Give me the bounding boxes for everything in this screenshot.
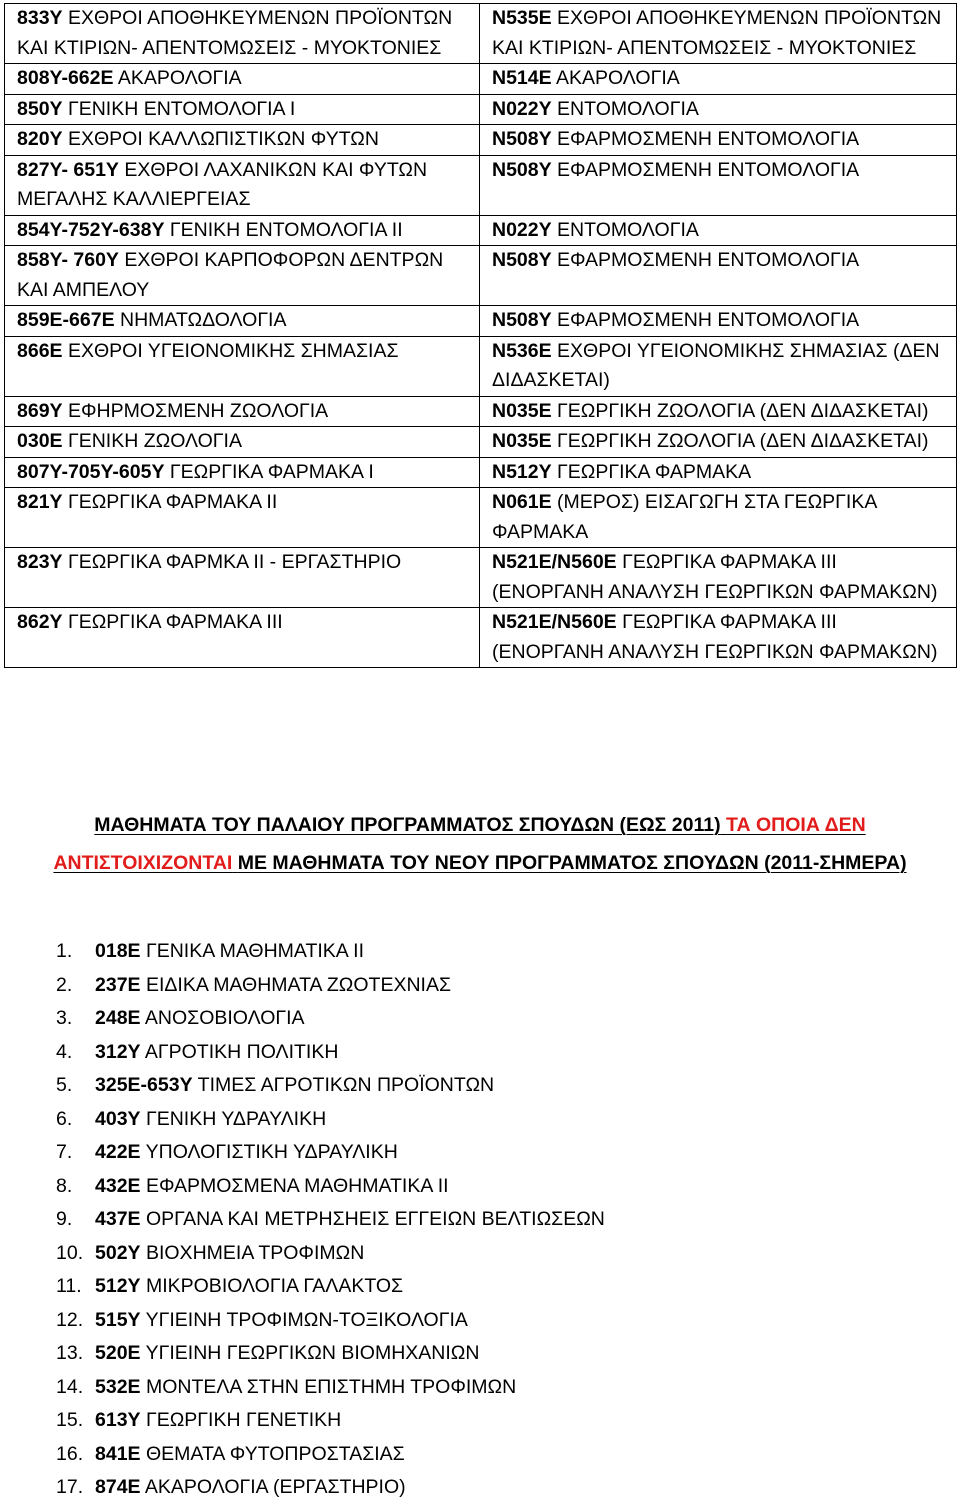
new-course-cell	[480, 548, 957, 608]
list-item	[0, 1404, 605, 1438]
list-item-number: 17.	[56, 1476, 84, 1498]
new-course-code: Ν508Υ	[492, 128, 552, 150]
new-course-title: ΕΦΑΡΜΟΣΜΕΝΗ ΕΝΤΟΜΟΛΟΓΙΑ	[557, 309, 860, 331]
list-item-title: ΑΚΑΡΟΛΟΓΙΑ (ΕΡΓΑΣΤΗΡΙΟ)	[144, 1476, 406, 1498]
old-course-cell	[5, 125, 480, 156]
new-course-title: ΕΧΘΡΟΙ ΥΓΕΙΟΝΟΜΙΚΗΣ ΣΗΜΑΣΙΑΣ (ΔΕΝ ΔΙΔΑΣΚΕΤΑΙ)	[492, 339, 940, 391]
table-row	[5, 155, 957, 215]
new-course-title: ΓΕΩΡΓΙΚΑ ΦΑΡΜΑΚΑ ΙΙΙ (ΕΝΟΡΓΑΝΗ ΑΝΑΛΥΣΗ ΓΕΩΡΓΙΚΩΝ ΦΑΡΜΑΚΩΝ)	[492, 611, 938, 663]
old-course-cell	[5, 457, 480, 488]
old-course-code: 854Υ-752Υ-638Υ	[17, 218, 165, 241]
new-course-cell	[480, 246, 957, 306]
old-course-title: ΕΧΘΡΟΙ ΛΑΧΑΝΙΚΩΝ ΚΑΙ ΦΥΤΩΝ ΜΕΓΑΛΗΣ ΚΑΛΛΙΕΡΓΕΙΑΣ	[17, 158, 428, 210]
new-course-code: Ν022Υ	[492, 218, 552, 241]
old-course-code: 827Υ- 651Υ	[17, 158, 119, 181]
old-course-cell	[5, 64, 480, 95]
old-course-code: 807Υ-705Υ-605Υ	[17, 460, 165, 483]
list-item-code: 841Ε	[95, 1442, 141, 1465]
list-item	[0, 1103, 605, 1137]
old-course-title: ΓΕΩΡΓΙΚΑ ΦΑΡΜΑΚΑ Ι	[169, 460, 374, 483]
new-course-code: Ν508Υ	[492, 158, 552, 181]
list-item-number: 6.	[56, 1107, 73, 1130]
list-item-number: 3.	[56, 1007, 73, 1029]
old-course-cell	[5, 4, 480, 64]
list-item-title: ΑΓΡΟΤΙΚΗ ΠΟΛΙΤΙΚΗ	[144, 1040, 339, 1063]
list-item-title: ΥΠΟΛΟΓΙΣΤΙΚΗ ΥΔΡΑΥΛΙΚΗ	[145, 1141, 398, 1163]
old-course-title: ΓΕΝΙΚΗ ΖΩΟΛΟΓΙΑ	[67, 430, 242, 452]
old-course-code: 866Ε	[17, 339, 63, 362]
list-item-number: 12.	[56, 1308, 84, 1331]
old-course-cell	[5, 215, 480, 246]
list-item-code: 613Υ	[95, 1409, 141, 1431]
new-course-cell	[480, 457, 957, 488]
unmatched-courses-list	[0, 935, 605, 1505]
new-course-cell	[480, 215, 957, 246]
old-course-title: ΓΕΩΡΓΙΚΑ ΦΑΡΜΑΚΑ ΙΙ	[67, 491, 278, 513]
new-course-title: ΓΕΩΡΓΙΚΑ ΦΑΡΜΑΚΑ ΙΙΙ (ΕΝΟΡΓΑΝΗ ΑΝΑΛΥΣΗ ΓΕΩΡΓΙΚΩΝ ΦΑΡΜΑΚΩΝ)	[492, 551, 938, 603]
old-course-code: 821Υ	[17, 491, 63, 513]
list-item-number: 2.	[56, 973, 73, 996]
list-item	[0, 1337, 605, 1371]
list-item	[0, 1136, 605, 1170]
old-course-title: ΓΕΩΡΓΙΚΑ ΦΑΡΜΚΑ ΙΙ - ΕΡΓΑΣΤΗΡΙΟ	[67, 551, 402, 573]
new-course-title: ΕΦΑΡΜΟΣΜΕΝΗ ΕΝΤΟΜΟΛΟΓΙΑ	[557, 249, 860, 271]
table-row	[5, 427, 957, 458]
list-item-code: 422Ε	[95, 1141, 141, 1163]
list-item-title: ΥΓΙΕΙΝΗ ΤΡΟΦΙΜΩΝ-ΤΟΞΙΚΟΛΟΓΙΑ	[145, 1308, 468, 1331]
list-item-code: 515Υ	[95, 1308, 141, 1331]
new-course-title: (ΜΕΡΟΣ) ΕΙΣΑΓΩΓΗ ΣΤΑ ΓΕΩΡΓΙΚΑ ΦΑΡΜΑΚΑ	[492, 491, 877, 543]
table-row	[5, 457, 957, 488]
new-course-cell	[480, 155, 957, 215]
table-row	[5, 548, 957, 608]
new-course-code: Ν521Ε/Ν560Ε	[492, 551, 617, 573]
list-item-code: 512Υ	[95, 1275, 141, 1297]
old-course-code: 850Υ	[17, 97, 63, 120]
old-course-title: ΑΚΑΡΟΛΟΓΙΑ	[117, 67, 242, 89]
table-row	[5, 215, 957, 246]
new-course-cell	[480, 64, 957, 95]
new-course-code: Ν061Ε	[492, 491, 552, 513]
old-course-code: 859Ε-667Ε	[17, 309, 115, 331]
list-item-number: 10.	[56, 1241, 84, 1264]
list-item	[0, 1170, 605, 1204]
new-course-title: ΓΕΩΡΓΙΚΗ ΖΩΟΛΟΓΙΑ (ΔΕΝ ΔΙΔΑΣΚΕΤΑΙ)	[557, 399, 929, 422]
list-item	[0, 1069, 605, 1103]
old-course-cell	[5, 488, 480, 548]
old-course-title: ΕΧΘΡΟΙ ΑΠΟΘΗΚΕΥΜΕΝΩΝ ΠΡΟΪΟΝΤΩΝ ΚΑΙ ΚΤΙΡΙΩΝ- ΑΠΕΝΤΟΜΩΣΕΙΣ - ΜΥΟΚΤΟΝΙΕΣ	[17, 7, 453, 59]
old-course-cell	[5, 336, 480, 396]
table-row	[5, 336, 957, 396]
list-item-code: 248Ε	[95, 1007, 141, 1029]
list-item-code: 325Ε-653Υ	[95, 1074, 193, 1096]
table-row	[5, 94, 957, 125]
old-course-title: ΓΕΝΙΚΗ ΕΝΤΟΜΟΛΟΓΙΑ Ι	[67, 97, 296, 120]
list-item	[0, 1438, 605, 1472]
list-item	[0, 1471, 605, 1505]
new-course-title: ΕΝΤΟΜΟΛΟΓΙΑ	[557, 218, 699, 241]
list-item-number: 9.	[56, 1208, 73, 1230]
table-row	[5, 125, 957, 156]
list-item-number: 16.	[56, 1442, 84, 1465]
list-item-title: ΓΕΝΙΚΑ ΜΑΘΗΜΑΤΙΚΑ ΙΙ	[145, 940, 364, 962]
list-item-code: 312Υ	[95, 1040, 141, 1063]
list-item-number: 5.	[56, 1074, 73, 1096]
heading-part-old-curriculum: ΜΑΘΗΜΑΤΑ ΤΟΥ ΠΑΛΑΙΟΥ ΠΡΟΓΡΑΜΜΑΤΟΣ ΣΠΟΥΔΩΝ (ΕΩΣ 2011)	[94, 814, 721, 836]
old-course-title: ΕΦΗΡΜΟΣΜΕΝΗ ΖΩΟΛΟΓΙΑ	[67, 399, 329, 422]
old-course-code: 808Υ-662Ε	[17, 67, 114, 89]
old-course-cell	[5, 94, 480, 125]
list-item-number: 8.	[56, 1174, 73, 1197]
new-course-title: ΑΚΑΡΟΛΟΓΙΑ	[555, 67, 680, 89]
old-course-code: 823Υ	[17, 551, 63, 573]
table-row	[5, 246, 957, 306]
new-course-cell	[480, 608, 957, 668]
list-item-number: 13.	[56, 1342, 84, 1364]
course-equivalence-table	[4, 3, 957, 668]
list-item-code: 432Ε	[95, 1174, 141, 1197]
old-course-title: ΕΧΘΡΟΙ ΥΓΕΙΟΝΟΜΙΚΗΣ ΣΗΜΑΣΙΑΣ	[67, 339, 399, 362]
old-course-code: 862Υ	[17, 611, 63, 633]
list-item-code: 520Ε	[95, 1342, 141, 1364]
list-item-code: 403Υ	[95, 1107, 141, 1130]
table-row	[5, 488, 957, 548]
table-row	[5, 608, 957, 668]
list-item-number: 1.	[56, 940, 73, 962]
list-item	[0, 1036, 605, 1070]
list-item-title: ΓΕΝΙΚΗ ΥΔΡΑΥΛΙΚΗ	[145, 1107, 327, 1130]
new-course-code: Ν035Ε	[492, 430, 552, 452]
list-item-title: ΥΓΙΕΙΝΗ ΓΕΩΡΓΙΚΩΝ ΒΙΟΜΗΧΑΝΙΩΝ	[145, 1342, 480, 1364]
new-course-cell	[480, 427, 957, 458]
old-course-code: 820Υ	[17, 128, 63, 150]
new-course-code: Ν508Υ	[492, 249, 552, 271]
old-course-cell	[5, 608, 480, 668]
old-course-code: 858Υ- 760Υ	[17, 249, 119, 271]
old-course-title: ΕΧΘΡΟΙ ΚΑΛΛΩΠΙΣΤΙΚΩΝ ΦΥΤΩΝ	[67, 128, 379, 150]
table-row	[5, 64, 957, 95]
list-item-title: ΓΕΩΡΓΙΚΗ ΓΕΝΕΤΙΚΗ	[145, 1409, 342, 1431]
list-item	[0, 1237, 605, 1271]
section-heading	[40, 806, 920, 882]
list-item	[0, 1203, 605, 1237]
old-course-cell	[5, 246, 480, 306]
list-item	[0, 969, 605, 1003]
list-item-title: ΕΦΑΡΜΟΣΜΕΝΑ ΜΑΘΗΜΑΤΙΚΑ ΙΙ	[145, 1174, 449, 1197]
new-course-title: ΕΦΑΡΜΟΣΜΕΝΗ ΕΝΤΟΜΟΛΟΓΙΑ	[557, 128, 860, 150]
list-item-code: 502Υ	[95, 1241, 141, 1264]
new-course-code: Ν035Ε	[492, 399, 552, 422]
heading-part-highlight: ΤΑ ΟΠΟΙΑ ΔΕΝ ΑΝΤΙΣΤΟΙΧΙΖΟΝΤΑΙ	[53, 814, 866, 874]
list-item-number: 15.	[56, 1409, 84, 1431]
table-row	[5, 306, 957, 337]
old-course-title: ΓΕΝΙΚΗ ΕΝΤΟΜΟΛΟΓΙΑ ΙΙ	[169, 218, 403, 241]
new-course-cell	[480, 125, 957, 156]
list-item-title: ΜΙΚΡΟΒΙΟΛΟΓΙΑ ΓΑΛΑΚΤΟΣ	[145, 1275, 404, 1297]
list-item-number: 7.	[56, 1141, 73, 1163]
new-course-code: Ν535Ε	[492, 7, 552, 29]
new-course-code: Ν022Υ	[492, 97, 552, 120]
list-item-code: 874Ε	[95, 1476, 141, 1498]
new-course-cell	[480, 306, 957, 337]
list-item-title: ΘΕΜΑΤΑ ΦΥΤΟΠΡΟΣΤΑΣΙΑΣ	[145, 1442, 405, 1465]
old-course-title: ΓΕΩΡΓΙΚΑ ΦΑΡΜΑΚΑ ΙΙΙ	[67, 611, 283, 633]
new-course-code: Ν508Υ	[492, 309, 552, 331]
list-item	[0, 1002, 605, 1036]
new-course-code: Ν521Ε/Ν560Ε	[492, 611, 617, 633]
list-item-title: ΤΙΜΕΣ ΑΓΡΟΤΙΚΩΝ ΠΡΟΪΟΝΤΩΝ	[197, 1074, 495, 1096]
list-item-title: ΟΡΓΑΝΑ ΚΑΙ ΜΕΤΡΗΣΗΕΙΣ ΕΓΓΕΙΩΝ ΒΕΛΤΙΩΣΕΩΝ	[145, 1208, 605, 1230]
table-row	[5, 396, 957, 427]
list-item-code: 437Ε	[95, 1208, 141, 1230]
old-course-cell	[5, 427, 480, 458]
new-course-title: ΕΝΤΟΜΟΛΟΓΙΑ	[557, 97, 699, 120]
list-item	[0, 935, 605, 969]
list-item-title: ΕΙΔΙΚΑ ΜΑΘΗΜΑΤΑ ΖΩΟΤΕΧΝΙΑΣ	[145, 973, 452, 996]
new-course-title: ΕΦΑΡΜΟΣΜΕΝΗ ΕΝΤΟΜΟΛΟΓΙΑ	[557, 158, 860, 181]
table-row	[5, 4, 957, 64]
new-course-code: Ν512Υ	[492, 460, 552, 483]
old-course-code: 869Υ	[17, 399, 63, 422]
list-item-number: 11.	[56, 1275, 82, 1297]
new-course-cell	[480, 396, 957, 427]
list-item-code: 237Ε	[95, 973, 141, 996]
new-course-title: ΓΕΩΡΓΙΚΗ ΖΩΟΛΟΓΙΑ (ΔΕΝ ΔΙΔΑΣΚΕΤΑΙ)	[557, 430, 929, 452]
old-course-title: ΝΗΜΑΤΩΔΟΛΟΓΙΑ	[120, 309, 287, 331]
heading-part-new-curriculum: ΜΕ ΜΑΘΗΜΑΤΑ ΤΟΥ ΝΕΟΥ ΠΡΟΓΡΑΜΜΑΤΟΣ ΣΠΟΥΔΩΝ (2011-ΣΗΜΕΡΑ)	[237, 852, 907, 874]
new-course-title: ΕΧΘΡΟΙ ΑΠΟΘΗΚΕΥΜΕΝΩΝ ΠΡΟΪΟΝΤΩΝ ΚΑΙ ΚΤΙΡΙΩΝ- ΑΠΕΝΤΟΜΩΣΕΙΣ - ΜΥΟΚΤΟΝΙΕΣ	[492, 7, 942, 59]
new-course-code: Ν536Ε	[492, 339, 552, 362]
list-item	[0, 1270, 605, 1304]
list-item-number: 14.	[56, 1375, 84, 1398]
list-item	[0, 1304, 605, 1338]
list-item-title: ΑΝΟΣΟΒΙΟΛΟΓΙΑ	[144, 1007, 305, 1029]
new-course-code: Ν514Ε	[492, 67, 552, 89]
old-course-cell	[5, 396, 480, 427]
old-course-code: 030Ε	[17, 430, 63, 452]
old-course-cell	[5, 155, 480, 215]
list-item-number: 4.	[56, 1040, 73, 1063]
old-course-code: 833Υ	[17, 7, 63, 29]
new-course-cell	[480, 336, 957, 396]
list-item	[0, 1371, 605, 1405]
new-course-cell	[480, 488, 957, 548]
new-course-title: ΓΕΩΡΓΙΚΑ ΦΑΡΜΑΚΑ	[557, 460, 752, 483]
list-item-title: ΜΟΝΤΕΛΑ ΣΤΗΝ ΕΠΙΣΤΗΜΗ ΤΡΟΦΙΜΩΝ	[145, 1375, 517, 1398]
new-course-cell	[480, 94, 957, 125]
list-item-code: 532Ε	[95, 1375, 141, 1398]
list-item-code: 018Ε	[95, 940, 141, 962]
old-course-cell	[5, 306, 480, 337]
old-course-title: ΕΧΘΡΟΙ ΚΑΡΠΟΦΟΡΩΝ ΔΕΝΤΡΩΝ ΚΑΙ ΑΜΠΕΛΟΥ	[17, 249, 444, 301]
new-course-cell	[480, 4, 957, 64]
old-course-cell	[5, 548, 480, 608]
table-body	[5, 4, 957, 668]
list-item-title: ΒΙΟΧΗΜΕΙΑ ΤΡΟΦΙΜΩΝ	[145, 1241, 365, 1264]
